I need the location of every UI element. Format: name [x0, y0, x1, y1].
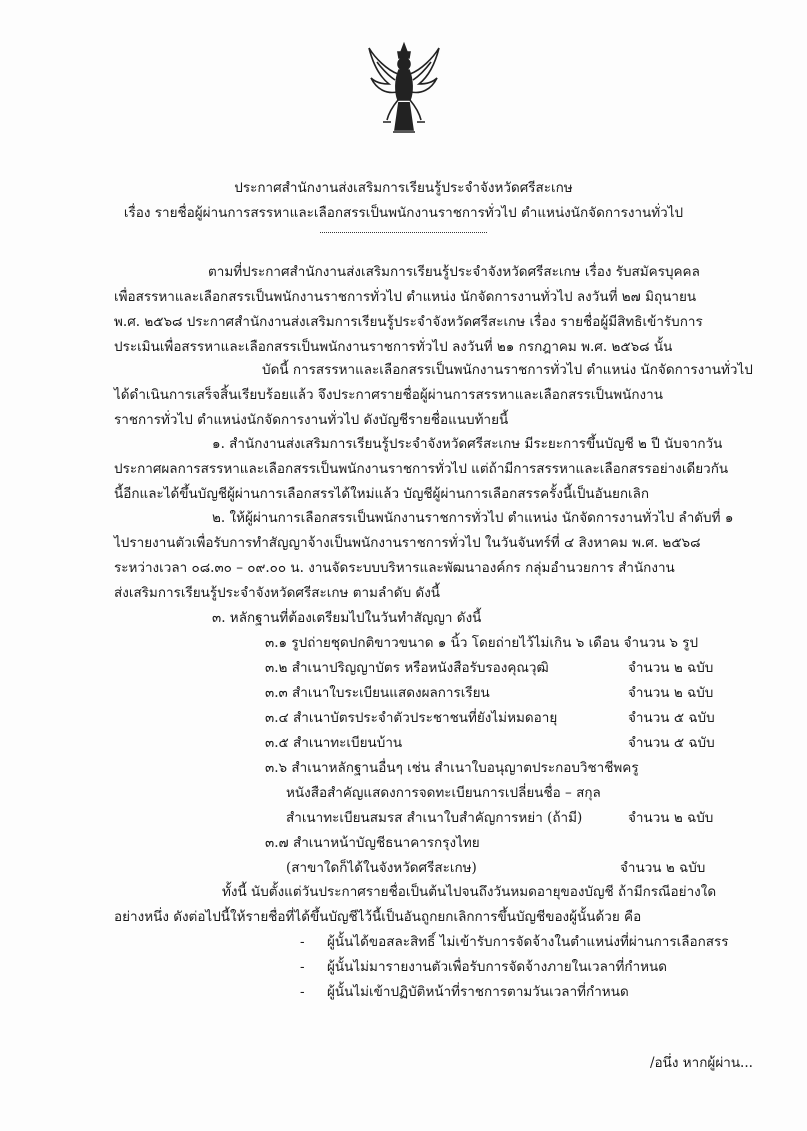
doc-item: ๓.๑ รูปถ่ายชุดปกติขาวขนาด ๑ นิ้ว โดยถ่ายไว้ไม่เกิน ๖ เดือน จำนวน ๖ รูป — [265, 635, 699, 651]
doc-amount: จำนวน ๒ ฉบับ — [628, 660, 714, 676]
doc-item: ๓.๗ สำเนาหน้าบัญชีธนาคารกรุงไทย — [265, 835, 480, 851]
bullet-mark: - — [300, 984, 305, 1000]
item2-line: ระหว่างเวลา ๐๘.๓๐ – ๐๙.๐๐ น. งานจัดระบบบริหารและพัฒนาองค์กร กลุ่มอำนวยการ สำนักงาน — [114, 560, 675, 576]
closing-line: อย่างหนึ่ง ดังต่อไปนี้ให้รายชื่อที่ได้ขึ้นบัญชีไว้นี้เป็นอันถูกยกเลิกการขึ้นบัญชีของผู้นั้นด้วย คือ — [114, 909, 642, 925]
intro-line: ตามที่ประกาศสำนักงานส่งเสริมการเรียนรู้ประจำจังหวัดศรีสะเกษ เรื่อง รับสมัครบุคคล — [208, 264, 700, 280]
intro-line: ประเมินเพื่อสรรหาและเลือกสรรเป็นพนักงานราชการทั่วไป ลงวันที่ ๒๑ กรกฎาคม พ.ศ. ๒๕๖๘ นั้น — [114, 339, 673, 355]
intro-line: เพื่อสรรหาและเลือกสรรเป็นพนักงานราชการทั่วไป ตำแหน่ง นักจัดการงานทั่วไป ลงวันที่ ๒๗ มิถุนายน — [114, 289, 697, 305]
continuation-text: /อนึ่ง หากผู้ผ่าน... — [650, 1055, 753, 1071]
doc-item-cont: (สาขาใดก็ได้ในจังหวัดศรีสะเกษ) — [286, 860, 477, 876]
doc-amount: จำนวน ๕ ฉบับ — [628, 710, 715, 726]
item2-line: ๒. ให้ผู้ผ่านการเลือกสรรเป็นพนักงานราชการทั่วไป ตำแหน่ง นักจัดการงานทั่วไป ลำดับที่ ๑ — [212, 510, 734, 526]
doc-item: ๓.๒ สำเนาปริญญาบัตร หรือหนังสือรับรองคุณวุฒิ — [265, 660, 549, 676]
doc-item-cont: หนังสือสำคัญแสดงการจดทะเบียนการเปลี่ยนชื่อ – สกุล — [286, 785, 601, 801]
garuda-emblem-icon — [365, 40, 443, 138]
doc-item: ๓.๔ สำเนาบัตรประจำตัวประชาชนที่ยังไม่หมดอายุ — [265, 710, 558, 726]
item2-line: ไปรายงานตัวเพื่อรับการทำสัญญาจ้างเป็นพนักงานราชการทั่วไป ในวันจันทร์ที่ ๔ สิงหาคม พ.ศ. ๒๕๖๘ — [114, 535, 701, 551]
now-line: ราชการทั่วไป ตำแหน่งนักจัดการงานทั่วไป ดังบัญชีรายชื่อแนบท้ายนี้ — [114, 412, 509, 428]
doc-item-cont: สำเนาทะเบียนสมรส สำเนาใบสำคัญการหย่า (ถ้ามี) — [286, 810, 583, 826]
bullet-mark: - — [300, 934, 305, 950]
item1-line: ๑. สำนักงานส่งเสริมการเรียนรู้ประจำจังหวัดศรีสะเกษ มีระยะการขึ้นบัญชี ๒ ปี นับจากวัน — [212, 436, 723, 452]
item2-line: ส่งเสริมการเรียนรู้ประจำจังหวัดศรีสะเกษ ตามลำดับ ดังนี้ — [114, 585, 441, 601]
item3-title: ๓. หลักฐานที่ต้องเตรียมไปในวันทำสัญญา ดังนี้ — [212, 610, 482, 626]
doc-amount: จำนวน ๒ ฉบับ — [628, 685, 714, 701]
now-line: บัดนี้ การสรรหาและเลือกสรรเป็นพนักงานราชการทั่วไป ตำแหน่ง นักจัดการงานทั่วไป — [262, 362, 753, 378]
doc-item: ๓.๕ สำเนาทะเบียนบ้าน — [265, 735, 403, 751]
bullet-item: ผู้นั้นไม่เข้าปฏิบัติหน้าที่ราชการตามวันเวลาที่กำหนด — [327, 984, 629, 1000]
announcement-title: ประกาศสำนักงานส่งเสริมการเรียนรู้ประจำจังหวัดศรีสะเกษ — [234, 180, 573, 196]
doc-amount: จำนวน ๒ ฉบับ — [620, 860, 706, 876]
now-line: ได้ดำเนินการเสร็จสิ้นเรียบร้อยแล้ว จึงประกาศรายชื่อผู้ผ่านการสรรหาและเลือกสรรเป็นพนักงาน — [114, 387, 663, 403]
doc-item: ๓.๓ สำเนาใบระเบียนแสดงผลการเรียน — [265, 685, 490, 701]
doc-amount: จำนวน ๕ ฉบับ — [628, 735, 715, 751]
closing-line: ทั้งนี้ นับตั้งแต่วันประกาศรายชื่อเป็นต้นไปจนถึงวันหมดอายุของบัญชี ถ้ามีกรณีอย่างใด — [222, 884, 717, 900]
bullet-item: ผู้นั้นได้ขอสละสิทธิ์ ไม่เข้ารับการจัดจ้างในตำแหน่งที่ผ่านการเลือกสรร — [327, 934, 729, 950]
item1-line: นี้อีกและได้ขึ้นบัญชีผู้ผ่านการเลือกสรรได้ใหม่แล้ว บัญชีผู้ผ่านการเลือกสรรครั้งนี้เป็นอันยกเลิก — [114, 486, 650, 502]
announcement-subject: เรื่อง รายชื่อผู้ผ่านการสรรหาและเลือกสรรเป็นพนักงานราชการทั่วไป ตำแหน่งนักจัดการงานทั่วไป — [123, 205, 684, 221]
intro-line: พ.ศ. ๒๕๖๘ ประกาศสำนักงานส่งเสริมการเรียนรู้ประจำจังหวัดศรีสะเกษ เรื่อง รายชื่อผู้มีสิทธิเข้ารับการ — [114, 314, 703, 330]
doc-amount: จำนวน ๒ ฉบับ — [628, 810, 714, 826]
bullet-mark: - — [300, 959, 305, 975]
item1-line: ประกาศผลการสรรหาและเลือกสรรเป็นพนักงานราชการทั่วไป แต่ถ้ามีการสรรหาและเลือกสรรอย่างเดียวกัน — [114, 461, 729, 477]
title-divider — [320, 232, 487, 233]
bullet-item: ผู้นั้นไม่มารายงานตัวเพื่อรับการจัดจ้างภายในเวลาที่กำหนด — [327, 959, 668, 975]
doc-item: ๓.๖ สำเนาหลักฐานอื่นๆ เช่น สำเนาใบอนุญาตประกอบวิชาชีพครู — [265, 760, 639, 776]
